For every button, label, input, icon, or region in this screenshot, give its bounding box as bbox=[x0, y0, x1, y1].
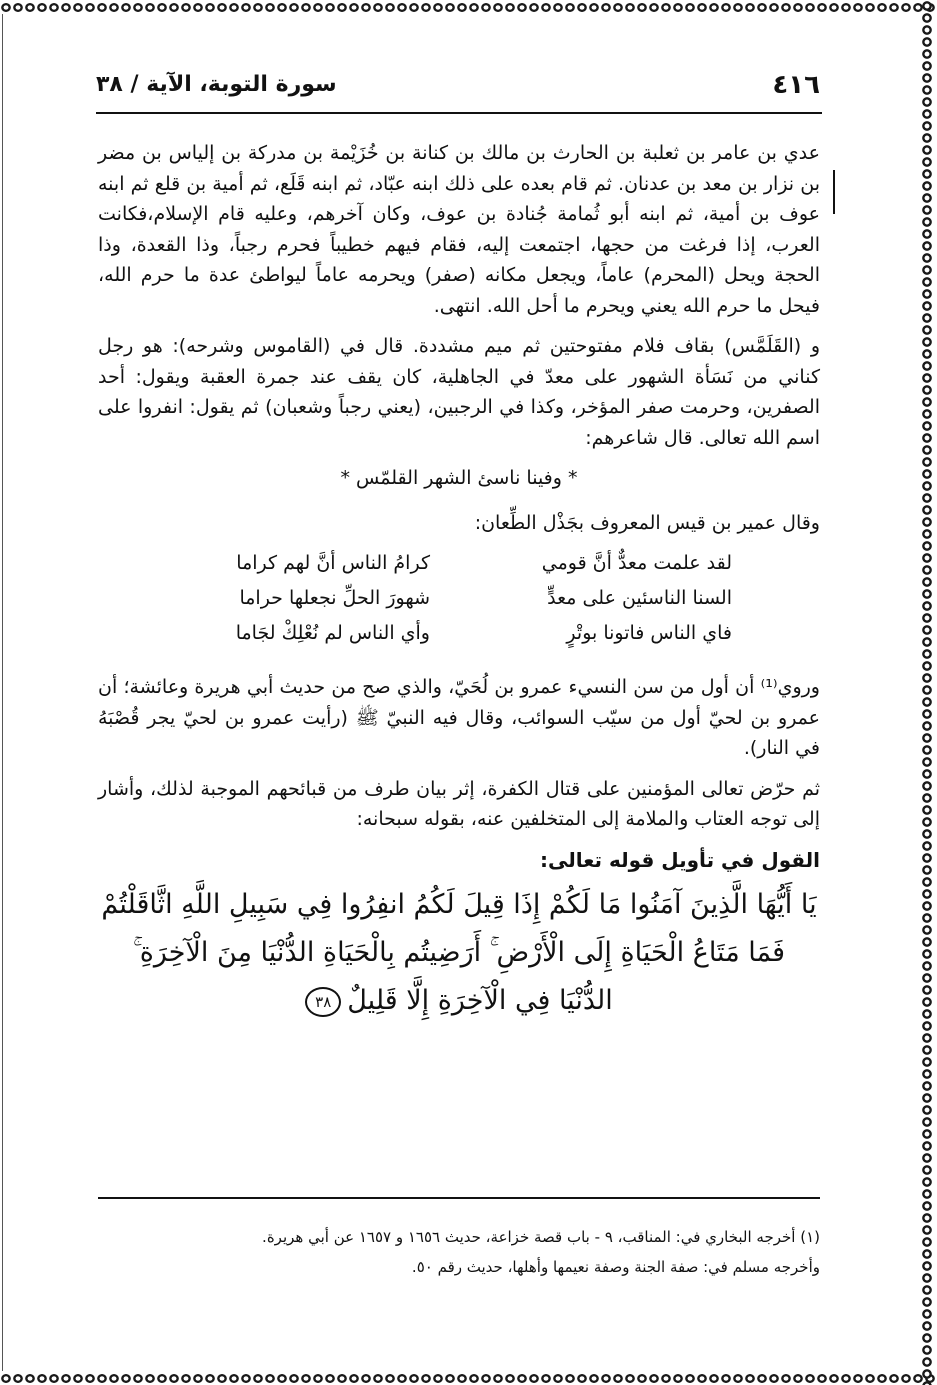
verse-second-half: كرامُ الناس أنَّ لهم كراما bbox=[236, 552, 430, 574]
left-border-line bbox=[2, 14, 3, 1371]
bottom-ornamental-border bbox=[0, 1371, 937, 1385]
page-header bbox=[96, 66, 820, 106]
verse-first-half: فاي الناس فاتونا بوتْرٍ bbox=[566, 622, 732, 644]
poem-hemistich: * وفينا ناسئ الشهر القلمّس * bbox=[340, 467, 578, 489]
main-text bbox=[98, 138, 820, 1025]
running-title: سورة التوبة، الآية / ٣٨ bbox=[96, 72, 337, 97]
quran-line-last bbox=[98, 977, 820, 1025]
ayah-number-marker: ٣٨ bbox=[305, 987, 341, 1017]
quran-line: يَا أَيُّهَا الَّذِينَ آمَنُوا مَا لَكُمْ إِذَا قِيلَ لَكُمُ انفِرُوا فِي سَبِيلِ اللَّهِ اثَّاقَلْتُمْ bbox=[101, 889, 817, 920]
verse-row bbox=[98, 583, 820, 618]
verse-second-half: شهورَ الحلِّ نجعلها حراما bbox=[239, 587, 430, 609]
poem-verses bbox=[98, 548, 820, 658]
footnote-divider bbox=[98, 1197, 820, 1199]
verse-first-half: السنا الناسئين على معدٍّ bbox=[547, 587, 732, 609]
top-ornamental-border bbox=[0, 0, 937, 14]
poem-intro: وقال عمير بن قيس المعروف بجَذْل الطِّعان: bbox=[474, 511, 820, 534]
verse-row bbox=[98, 618, 820, 653]
paragraph-lineage: عدي بن عامر بن ثعلبة بن الحارث بن مالك بن كنانة بن خُزَيْمة بن مدركة بن إلياس بن مضر بن نزار بن معد بن عدنان. ثم قام بعده على ذلك ابنه عبّاد، ثم ابنه قَلَع، ثم أمية بن قلع ثم ابنه عوف بن أمية، ثم ابنه أبو ثُمامة جُنادة بن عوف، وكان آخرهم، وعليه قام الإسلام،فكانت العرب، إذا فرغت من حجها، اجتمعت إليه، فقام فيهم خطيباً فحرم رجباً، وذا القعدة، وذا الحجة ويحل (المحرم) عاماً، ويجعل مكانه (صفر) ويحرمه عاماً ليواطئ عدة ما حرم الله، فيحل ما حرم الله يعني ويحرم ما أحل الله. انتهى. bbox=[98, 142, 820, 317]
verse-first-half: لقد علمت معدٌّ أنَّ قومي bbox=[541, 552, 732, 574]
footnote-line: (١) أخرجه البخاري في: المناقب، ٩ - باب قصة خزاعة، حديث ١٦٥٦ و ١٦٥٧ عن أبي هريرة. bbox=[262, 1228, 820, 1246]
right-ornamental-border bbox=[919, 0, 935, 1385]
page-number: ٤١٦ bbox=[772, 70, 820, 100]
header-divider bbox=[96, 112, 822, 114]
quran-verse bbox=[98, 881, 820, 1025]
section-heading: القول في تأويل قوله تعالى: bbox=[540, 847, 820, 872]
quran-line: فَمَا مَتَاعُ الْحَيَاةِ إِلَى الْأَرْضِ ۚ أَرَضِيتُم بِالْحَيَاةِ الدُّنْيَا مِنَ الْآخِرَةِ ۚ bbox=[132, 937, 785, 968]
verse-second-half: وأي الناس لم نُعْلِكْ لجَاما bbox=[235, 622, 430, 644]
footnote-line: وأخرجه مسلم في: صفة الجنة وصفة نعيمها وأهلها، حديث رقم ٥٠. bbox=[411, 1258, 820, 1276]
verse-row bbox=[98, 548, 820, 583]
paragraph-exhortation: ثم حرّض تعالى المؤمنين على قتال الكفرة، إثر بيان طرف من قبائحهم الموجبة لذلك، وأشار إلى توجه العتاب والملامة إلى المتخلفين عنه، بقوله سبحانه: bbox=[98, 777, 820, 830]
margin-mark bbox=[833, 170, 835, 214]
quran-line-text: الدُّنْيَا فِي الْآخِرَةِ إِلَّا قَلِيلٌ bbox=[347, 985, 613, 1016]
paragraph-qalammas: و (القَلَمَّس) بقاف فلام مفتوحتين ثم ميم مشددة. قال في (القاموس وشرحه): هو رجل كناني من نَسَأة الشهور على معدّ في الجاهلية، كان يقف عند جمرة العقبة ويقول: أحد الصفرين، وحرمت صفر المؤخر، وكذا في الرجبين، (يعني رجباً وشعبان) ثم يقول: انفروا على اسم الله تعالى. قال شاعرهم: bbox=[98, 335, 820, 449]
footnotes bbox=[98, 1222, 820, 1282]
paragraph-amr-bin-luhayy: وروي⁽¹⁾ أن أول من سن النسيء عمرو بن لُحَيّ، والذي صح من حديث أبي هريرة وعائشة؛ أن عمرو بن لحيّ أول من سيّب السوائب، وقال فيه النبيّ ﷺ (رأيت عمرو بن لحيّ يجر قُصْبَهُ في النار). bbox=[98, 676, 820, 759]
